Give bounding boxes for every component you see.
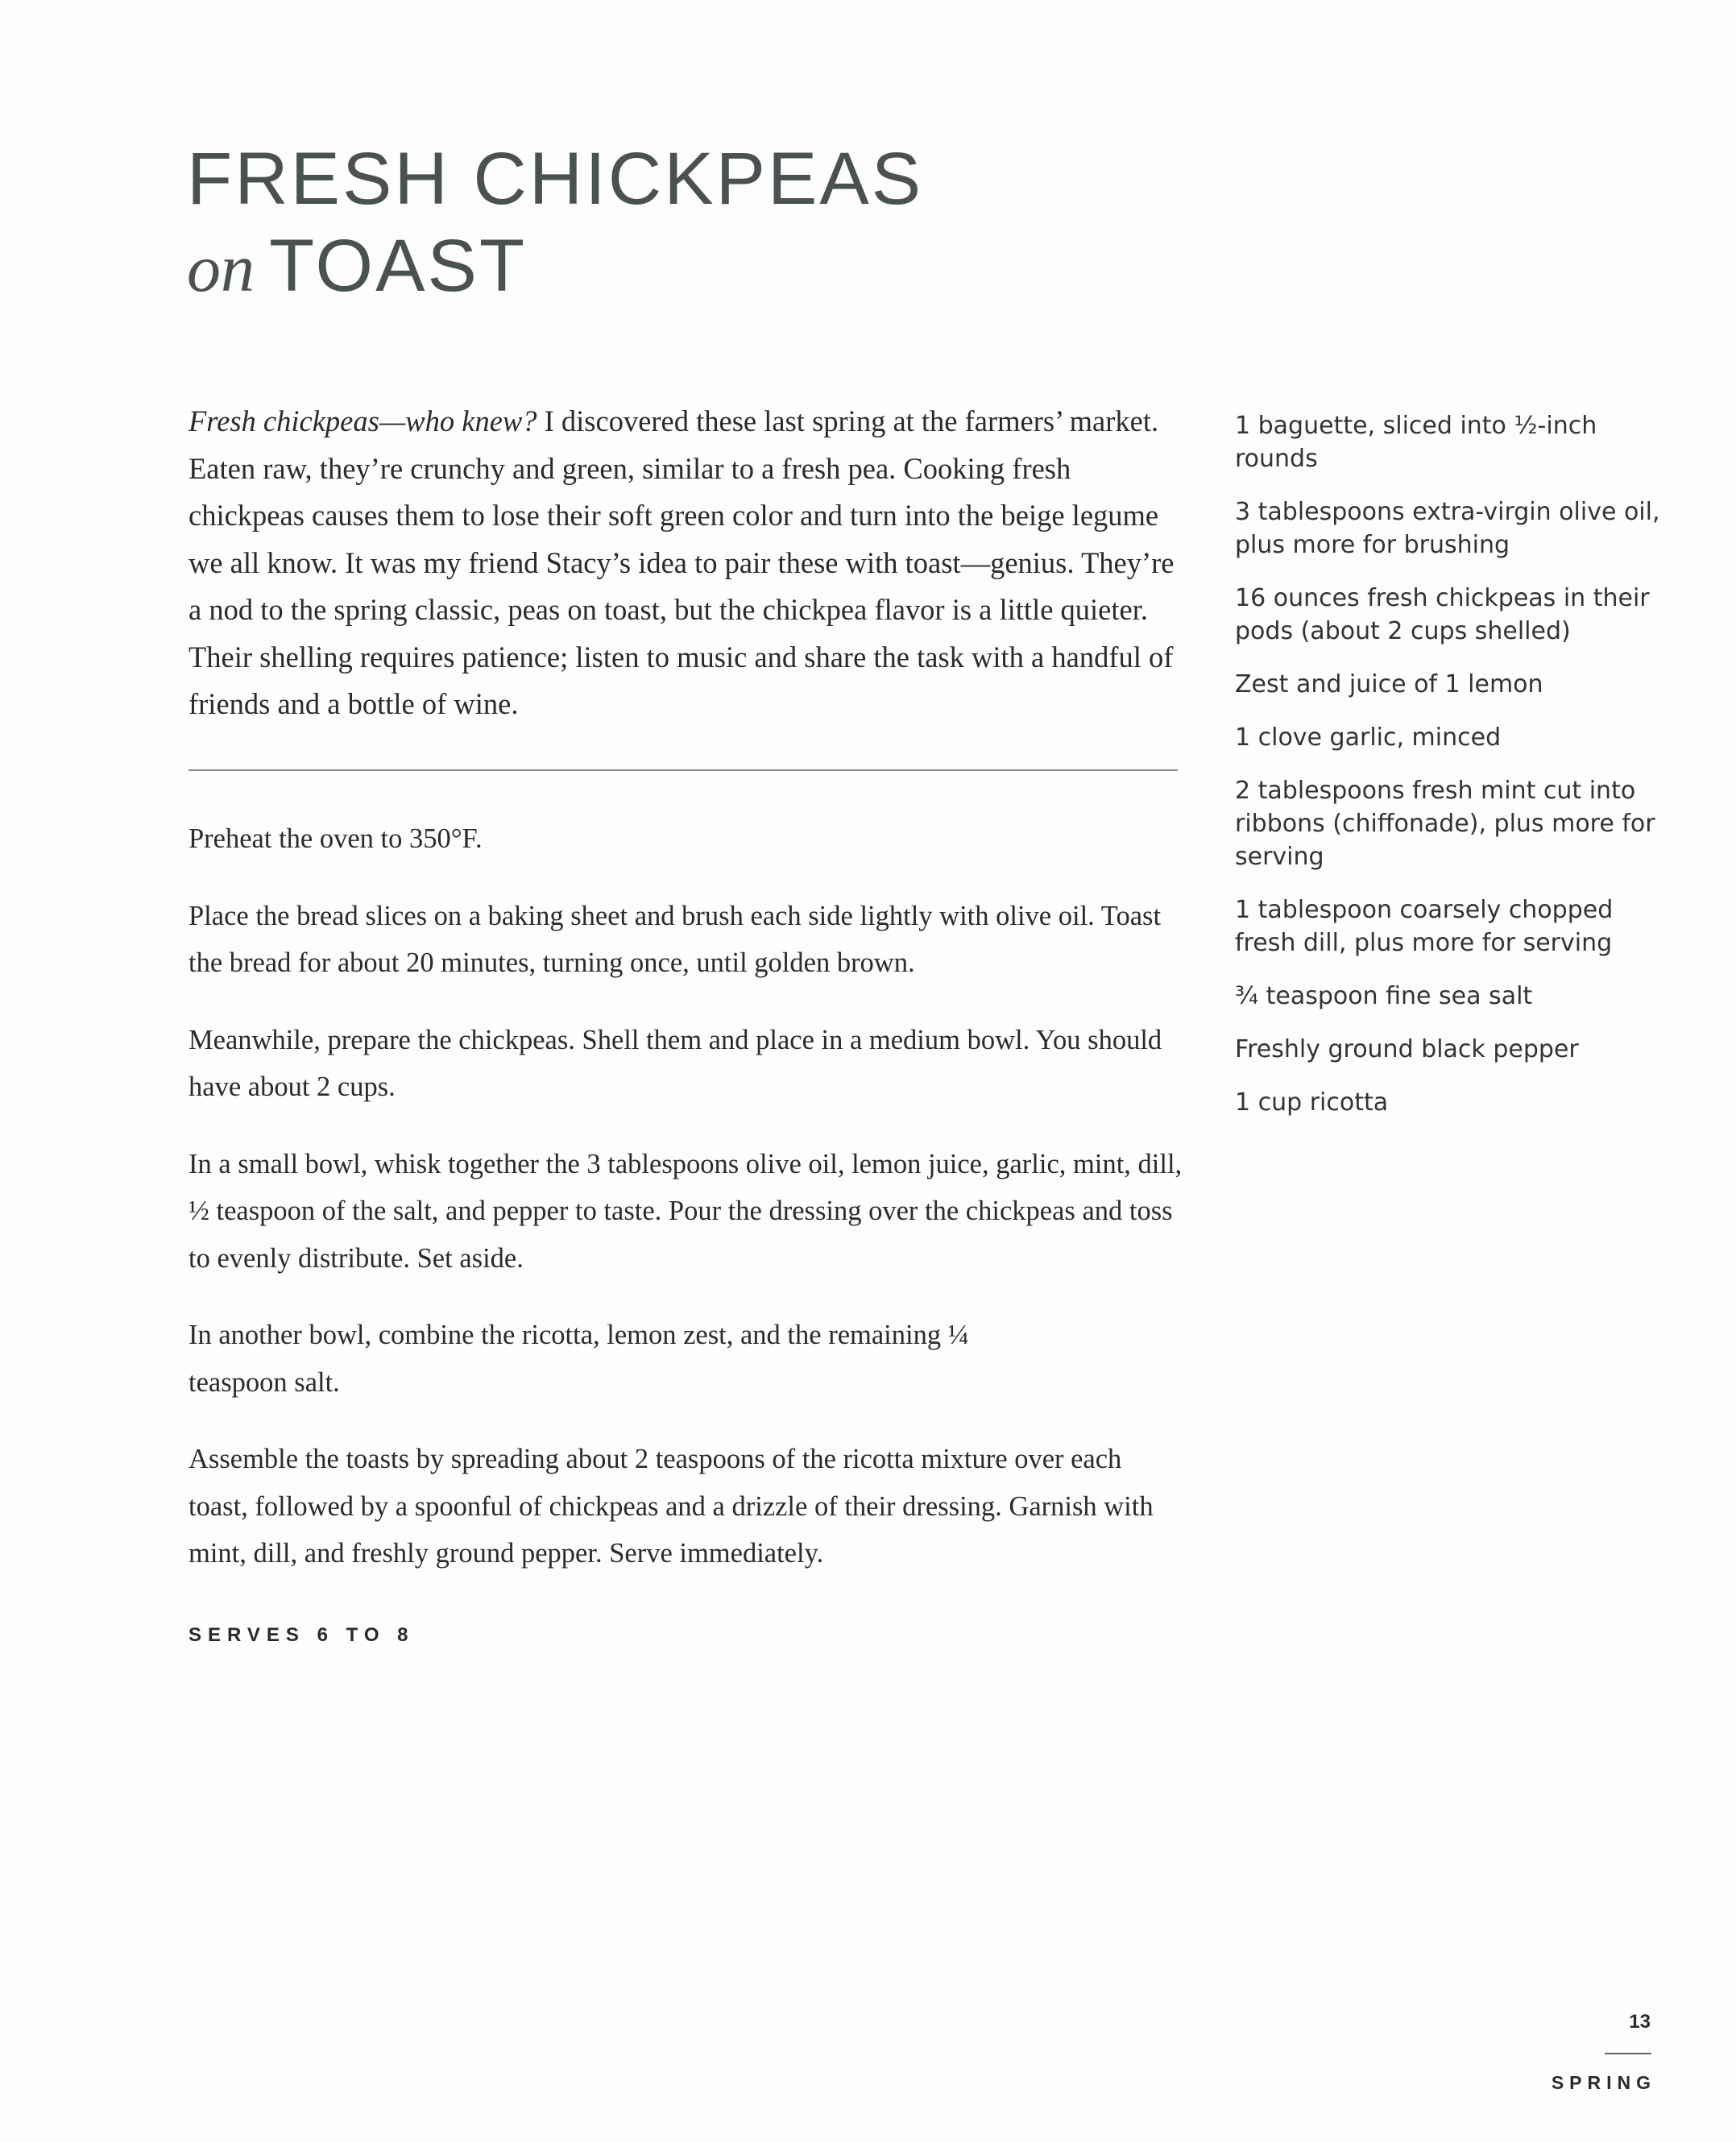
ingredient: 1 cup ricotta: [1235, 1088, 1389, 1117]
title-toast: TOAST: [269, 225, 528, 307]
intro-lead: Fresh chickpeas—who knew?: [189, 404, 537, 437]
serves-label: SERVES 6 TO 8: [189, 1624, 415, 1646]
title-line-1: FRESH CHICKPEAS: [187, 138, 924, 220]
intro-paragraph: [189, 398, 1187, 728]
ingredient-list: [1235, 409, 1662, 1139]
ingredient: ¾ teaspoon fine sea salt: [1235, 982, 1533, 1010]
step: Meanwhile, prepare the chickpeas. Shell them and place in a medium bowl. You should have about 2 cups.: [189, 1024, 1162, 1102]
ingredient: Freshly ground black pepper: [1235, 1035, 1579, 1063]
ingredient: 16 ounces fresh chickpeas in their pods (about 2 cups shelled): [1235, 584, 1650, 645]
divider: [189, 769, 1178, 771]
ingredient: 1 clove garlic, minced: [1235, 723, 1502, 752]
step: In a small bowl, whisk together the 3 tablespoons olive oil, lemon juice, garlic, mint, dill, ½ teaspoon of the salt, and pepper to taste. Pour the dressing over the chickpeas and toss to evenly distribute. Set aside.: [189, 1148, 1183, 1274]
method-steps: [189, 815, 1187, 1607]
footer-rule: [1605, 2053, 1651, 2054]
step: Place the bread slices on a baking sheet and brush each side lightly with olive oil. Toast the bread for about 20 minutes, turning once, until golden brown.: [189, 900, 1162, 978]
page-number: 13: [1629, 2011, 1651, 2033]
title-line-2: [187, 222, 923, 313]
ingredient: 2 tablespoons fresh mint cut into ribbons (chiffonade), plus more for serving: [1235, 777, 1655, 871]
intro-text: I discovered these last spring at the farmers’ market. Eaten raw, they’re crunchy and green, similar to a fresh pea. Cooking fresh chickpeas causes them to lose their soft green color and turn into the beige legume we all know. It was my friend Stacy’s idea to pair these with toast—genius. They’re a nod to the spring classic, peas on toast, but the chickpea flavor is a little quieter. Their shelling requires patience; listen to music and share the task with a handful of friends and a bottle of wine.: [189, 404, 1175, 720]
ingredient: 3 tablespoons extra-virgin olive oil, plus more for brushing: [1235, 498, 1660, 559]
ingredient: Zest and juice of 1 lemon: [1235, 670, 1543, 698]
ingredient: 1 tablespoon coarsely chopped fresh dill, plus more for serving: [1235, 896, 1614, 957]
section-label: SPRING: [1551, 2072, 1656, 2093]
recipe-title: [187, 135, 923, 313]
step: Assemble the toasts by spreading about 2 teaspoons of the ricotta mixture over each toast, followed by a spoonful of chickpeas and a drizzle of their dressing. Garnish with mint, dill, and freshly ground pepper. Serve immediately.: [189, 1444, 1154, 1569]
step: Preheat the oven to 350°F.: [189, 823, 483, 854]
ingredient: 1 baguette, sliced into ½-inch rounds: [1235, 412, 1597, 473]
step: In another bowl, combine the ricotta, lemon zest, and the remaining ¼ teaspoon salt.: [189, 1320, 969, 1398]
title-connector: on: [187, 231, 255, 306]
